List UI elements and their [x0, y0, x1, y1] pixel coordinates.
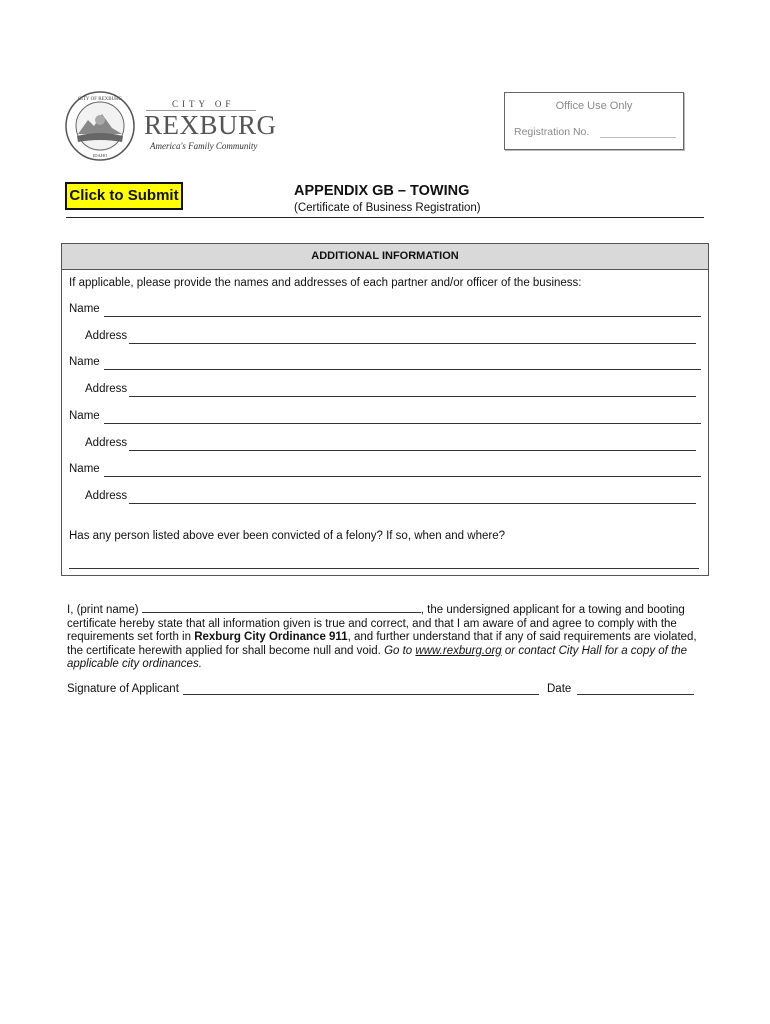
instruction-text: If applicable, please provide the names and addresses of each partner and/or officer of the business:	[69, 277, 582, 289]
name-label: Name	[69, 356, 100, 368]
title-divider	[66, 217, 704, 218]
goto-text: Go to	[384, 644, 416, 657]
address-field[interactable]	[129, 503, 696, 504]
date-field[interactable]	[577, 694, 694, 695]
address-field[interactable]	[129, 396, 696, 397]
svg-text:IDAHO: IDAHO	[92, 153, 108, 158]
submit-button[interactable]: Click to Submit	[65, 182, 183, 210]
page-subtitle: (Certificate of Business Registration)	[294, 202, 481, 214]
signature-label: Signature of Applicant	[67, 683, 179, 695]
name-field[interactable]	[104, 316, 701, 317]
office-use-box	[504, 92, 684, 150]
name-label: Name	[69, 303, 100, 315]
additional-information-section	[61, 243, 709, 576]
address-label: Address	[85, 490, 128, 502]
name-label: Name	[69, 463, 100, 475]
registration-field[interactable]	[600, 137, 676, 138]
closing-text: or contact City Hall for a copy of the applicable city ordinances.	[67, 644, 688, 670]
felony-answer-field[interactable]	[69, 568, 699, 569]
city-seal-logo	[64, 90, 136, 162]
ordinance-reference: Rexburg City Ordinance 911	[194, 631, 348, 643]
logo-tagline: America's Family Community	[150, 141, 258, 151]
felony-question: Has any person listed above ever been convicted of a felony? If so, when and where?	[69, 530, 505, 542]
address-field[interactable]	[129, 450, 696, 451]
logo-city-of: CITY OF	[172, 99, 235, 109]
address-label: Address	[85, 437, 128, 449]
signature-field[interactable]	[183, 694, 539, 695]
print-name-field[interactable]	[142, 602, 421, 613]
registration-label: Registration No.	[514, 126, 590, 138]
print-name-label: I, (print name)	[67, 604, 139, 616]
statement-text-2: , and further understand that if any of said requirements are violated, the certificate herewith applied for shall become null and void.	[67, 631, 697, 657]
rexburg-website-link[interactable]: www.rexburg.org	[415, 644, 502, 657]
address-label: Address	[85, 383, 128, 395]
certification-statement	[67, 602, 697, 672]
section-heading: ADDITIONAL INFORMATION	[62, 244, 708, 270]
page-title: APPENDIX GB – TOWING	[294, 183, 470, 199]
statement-text: , the undersigned applicant for a towing and booting certificate hereby state that all information given is true and correct, and that I am aware of and agree to comply with the requirements set forth in	[67, 604, 685, 643]
office-use-title: Office Use Only	[555, 100, 633, 112]
address-label: Address	[85, 330, 128, 342]
name-field[interactable]	[104, 423, 701, 424]
date-label: Date	[547, 683, 572, 695]
name-label: Name	[69, 410, 100, 422]
name-field[interactable]	[104, 476, 701, 477]
svg-text:CITY OF REXBURG: CITY OF REXBURG	[77, 97, 123, 102]
name-field[interactable]	[104, 369, 701, 370]
logo-name: REXBURG	[144, 110, 277, 140]
address-field[interactable]	[129, 343, 696, 344]
